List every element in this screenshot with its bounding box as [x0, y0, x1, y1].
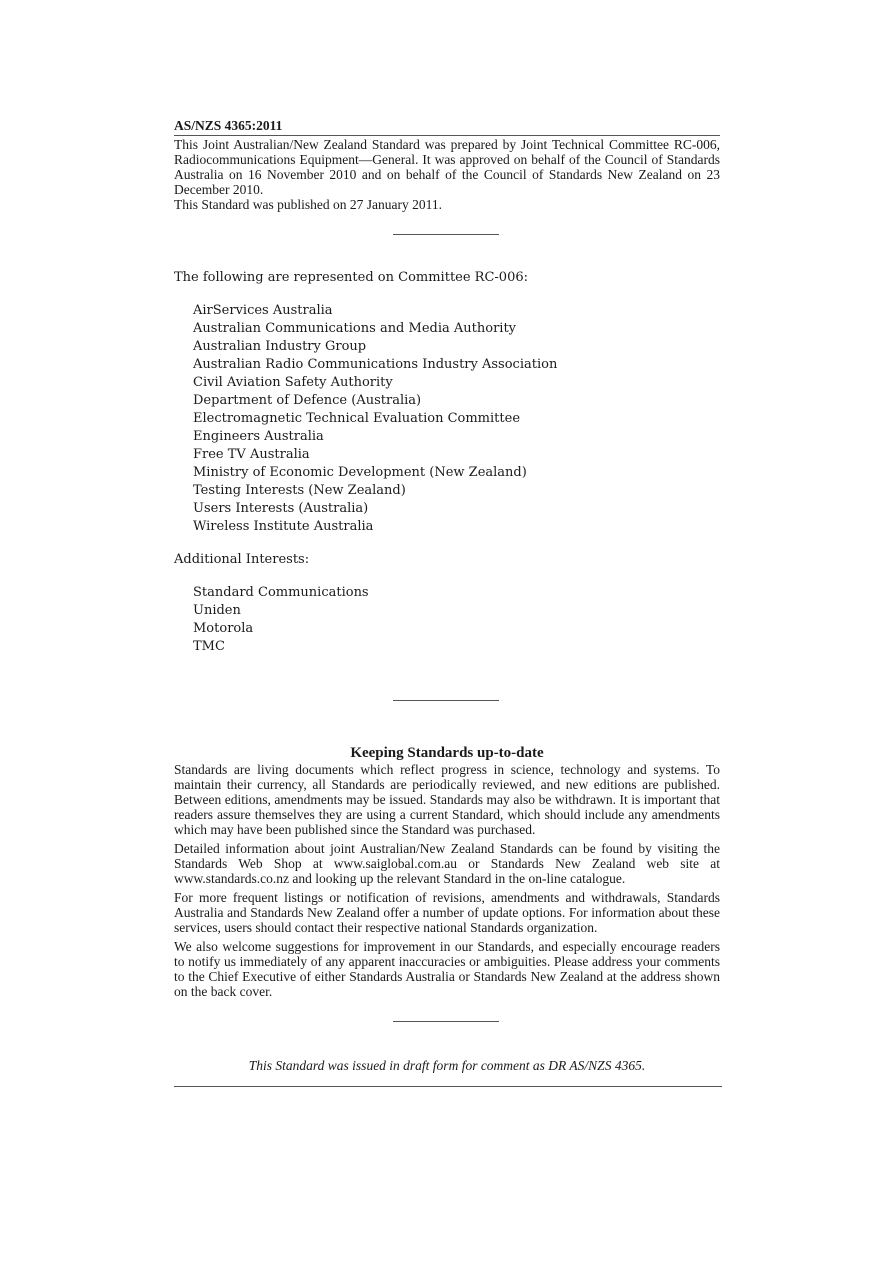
document-page	[174, 118, 720, 1087]
keeping-paragraph: Detailed information about joint Australian/New Zealand Standards can be found by visiting the Standards Web Shop at www.saiglobal.com.au or Standards New Zealand web site at www.standards.co.nz and looking up the relevant Standard in the on-line catalogue.	[174, 841, 720, 886]
committee-member: Wireless Institute Australia	[193, 519, 374, 534]
publication-date-statement: This Standard was published on 27 January 2011.	[174, 197, 442, 212]
committee-member: Electromagnetic Technical Evaluation Committee	[193, 411, 521, 426]
additional-interest: Motorola	[193, 621, 254, 636]
preparation-statement: This Joint Australian/New Zealand Standard was prepared by Joint Technical Committee RC-006, Radiocommunications Equipment—General. It was approved on behalf of the Council of Standards Australia on 16 November 2010 and on behalf of the Council of Standards New Zealand on 23 December 2010.	[174, 137, 720, 197]
committee-member: Testing Interests (New Zealand)	[193, 483, 406, 498]
committee-member-list	[174, 302, 720, 536]
additional-interests-list	[174, 584, 720, 656]
committee-member: Engineers Australia	[193, 429, 324, 444]
section-divider	[393, 1021, 499, 1022]
standard-designation: AS/NZS 4365:2011	[174, 118, 720, 136]
committee-member: Australian Radio Communications Industry Association	[193, 357, 558, 372]
keeping-paragraph: We also welcome suggestions for improvement in our Standards, and especially encourage readers to notify us immediately of any apparent inaccuracies or ambiguities. Please address your comments to the Chief Executive of either Standards Australia or Standards New Zealand at the address shown on the back cover.	[174, 939, 720, 999]
committee-member: Australian Communications and Media Authority	[193, 321, 517, 336]
committee-member: Australian Industry Group	[193, 339, 367, 354]
additional-interest: Standard Communications	[193, 585, 369, 600]
committee-member: AirServices Australia	[193, 303, 333, 318]
committee-member: Department of Defence (Australia)	[193, 393, 422, 408]
committee-member: Users Interests (Australia)	[193, 501, 369, 516]
committee-member: Ministry of Economic Development (New Zealand)	[193, 465, 527, 480]
keeping-paragraph: Standards are living documents which reflect progress in science, technology and systems. To maintain their currency, all Standards are periodically reviewed, and new editions are published. Between editions, amendments may be issued. Standards may also be withdrawn. It is important that readers assure themselves they are using a current Standard, which should include any amendments which may have been published since the Standard was purchased.	[174, 762, 720, 837]
additional-interests-heading: Additional Interests:	[174, 552, 310, 567]
keeping-standards-heading: Keeping Standards up-to-date	[350, 745, 544, 761]
committee-intro: The following are represented on Committee RC-006:	[174, 270, 529, 285]
additional-interest: TMC	[193, 639, 225, 654]
draft-note: This Standard was issued in draft form for comment as DR AS/NZS 4365.	[248, 1058, 646, 1073]
committee-member: Free TV Australia	[193, 447, 310, 462]
committee-member: Civil Aviation Safety Authority	[193, 375, 393, 390]
keeping-paragraph: For more frequent listings or notification of revisions, amendments and withdrawals, Standards Australia and Standards New Zealand offer a number of update options. For information about these services, users should contact their respective national Standards organization.	[174, 890, 720, 935]
additional-interest: Uniden	[193, 603, 241, 618]
section-divider	[393, 234, 499, 235]
section-divider	[393, 700, 499, 701]
bottom-rule	[174, 1086, 722, 1087]
